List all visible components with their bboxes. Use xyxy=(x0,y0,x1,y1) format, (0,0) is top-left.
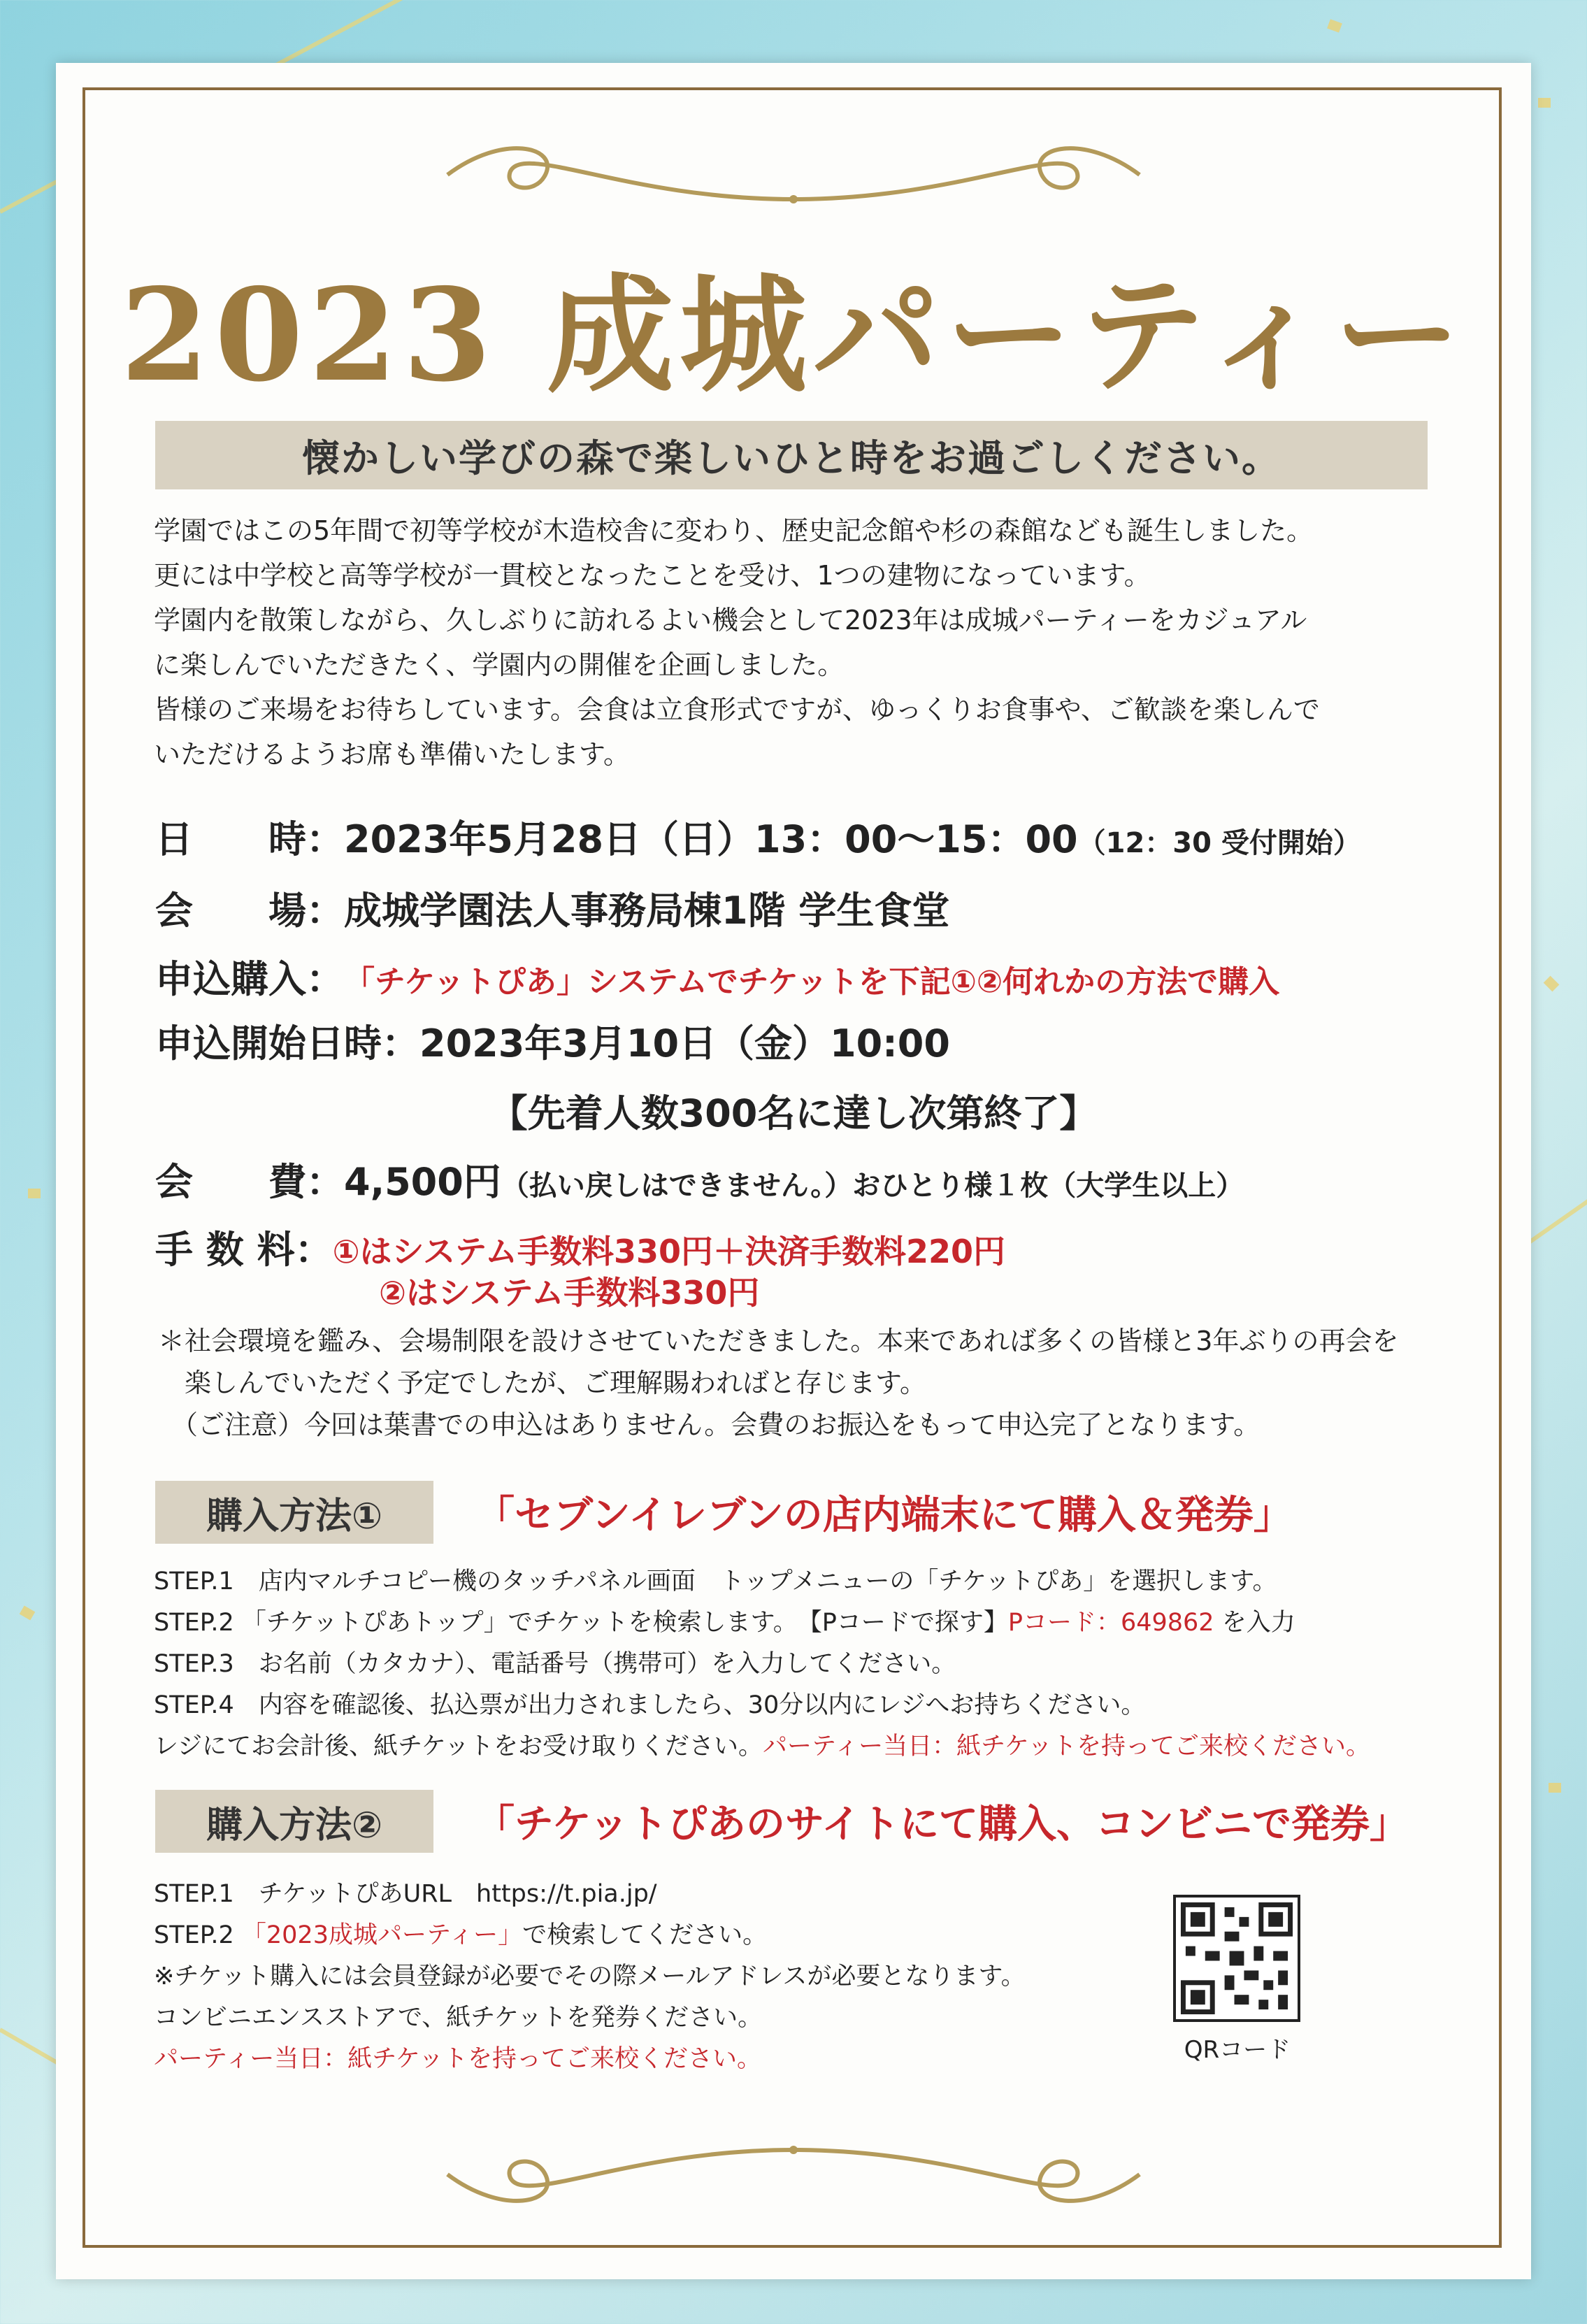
date-row xyxy=(155,810,1361,863)
start-row xyxy=(155,1014,950,1068)
apply-value: 「チケットぴあ」システムでチケットを下記①②何れかの方法で購入 xyxy=(344,964,1280,1000)
confetti xyxy=(1327,19,1342,32)
confetti xyxy=(1544,976,1560,992)
fee-row xyxy=(155,1152,1244,1206)
page-title: 2023 成城パーティー xyxy=(120,260,1467,410)
confetti xyxy=(1549,1783,1561,1793)
venue-value: 成城学園法人事務局棟1階 学生食堂 xyxy=(344,889,950,933)
method2-line3: ※チケット購入には会員登録が必要でその際メールアドレスが必要となります。 xyxy=(154,1963,1026,1991)
bottom-flourish-ornament xyxy=(419,2139,1168,2216)
method1-steps xyxy=(154,1561,1370,1767)
fee-note: （払い戻しはできません。）おひとり様１枚（大学生以上） xyxy=(501,1170,1244,1202)
qr-code-icon xyxy=(1173,1895,1300,2022)
confetti xyxy=(20,1605,36,1620)
confetti xyxy=(1538,98,1551,108)
commission-row-2 xyxy=(379,1268,759,1314)
method2-step1: STEP.1 チケットぴあURL https://t.pia.jp/ xyxy=(154,1880,657,1908)
confetti xyxy=(28,1189,41,1198)
limit-text: 【先着人数300名に達し次第終了】 xyxy=(489,1091,1098,1135)
method2-step2: STEP.2 「2023成城パーティー」で検索してください。 xyxy=(154,1921,768,1949)
apply-row xyxy=(155,949,1279,1003)
date-note: （12：30 受付開始） xyxy=(1077,827,1361,859)
pcode: Pコード：649862 xyxy=(1007,1609,1214,1637)
venue-row xyxy=(155,881,949,935)
intro-line: 学園ではこの5年間で初等学校が木造校舎に変わり、歴史記念館や杉の森館なども誕生しました。 xyxy=(154,515,1314,546)
search-keyword: 「2023成城パーティー」 xyxy=(241,1921,523,1949)
qr-label: QRコード xyxy=(1184,2036,1291,2064)
fee-value: 4,500円 xyxy=(344,1160,501,1204)
top-flourish-ornament xyxy=(419,133,1168,210)
intro-text xyxy=(154,508,1447,777)
intro-line: 更には中学校と高等学校が一貫校となったことを受け、1つの建物になっています。 xyxy=(154,560,1151,591)
intro-line: いただけるようお席も準備いたします。 xyxy=(154,739,630,770)
method2-reminder: パーティー当日：紙チケットを持ってご来校ください。 xyxy=(154,2045,762,2073)
date-value: 2023年5月28日（日）13：00〜15：00 xyxy=(344,817,1078,861)
venue-label: 会 場： xyxy=(155,889,344,933)
note-line: 楽しんでいただく予定でしたが、ご理解賜わればと存じます。 xyxy=(158,1368,926,1398)
date-label: 日 時： xyxy=(155,817,344,861)
method2-tag: 購入方法② xyxy=(155,1790,433,1853)
fee-label: 会 費： xyxy=(155,1160,344,1204)
intro-line: に楽しんでいただきたく、学園内の開催を企画しました。 xyxy=(154,650,845,680)
start-value: 2023年3月10日（金）10:00 xyxy=(419,1021,950,1066)
intro-line: 学園内を散策しながら、久しぶりに訪れるよい機会として2023年は成城パーティーをカジュアル xyxy=(154,605,1307,636)
method2-steps xyxy=(154,1874,1026,2080)
method1-step4: STEP.4 内容を確認後、払込票が出力されましたら、30分以内にレジへお持ちください。 xyxy=(154,1691,1146,1719)
method1-reminder: パーティー当日：紙チケットを持ってご来校ください。 xyxy=(762,1733,1371,1760)
commission-label: 手 数 料： xyxy=(155,1228,333,1272)
commission-1: ①はシステム手数料330円＋決済手数料220円 xyxy=(332,1233,1005,1270)
method1-tag: 購入方法① xyxy=(155,1481,433,1544)
commission-row xyxy=(155,1220,1005,1274)
method2-line4: コンビニエンスストアで、紙チケットを発券ください。 xyxy=(154,2004,763,2032)
method1-header xyxy=(155,1481,1293,1544)
method2-header xyxy=(155,1790,1409,1853)
apply-label: 申込購入： xyxy=(155,957,344,1001)
method2-heading: 「チケットぴあのサイトにて購入、コンビニで発券」 xyxy=(475,1802,1409,1847)
notes xyxy=(158,1320,1430,1446)
method1-heading: 「セブンイレブンの店内端末にて購入＆発券」 xyxy=(475,1493,1293,1538)
method1-step2: STEP.2 「チケットぴあトップ」でチケットを検索します。 【Pコードで探す】Pコード：649862 を入力 xyxy=(154,1609,1295,1637)
note-line: （ご注意）今回は葉書での申込はありません。会費のお振込をもって申込完了となります。 xyxy=(158,1410,1261,1440)
subtitle-banner xyxy=(155,421,1428,489)
note-line: ＊社会環境を鑑み、会場制限を設けさせていただきました。本来であれば多くの皆様と3年ぶりの再会を xyxy=(158,1326,1399,1356)
method1-step1: STEP.1 店内マルチコピー機のタッチパネル画面 トップメニューの「チケットぴあ」を選択します。 xyxy=(154,1568,1277,1595)
method1-step3: STEP.3 お名前（カタカナ）、電話番号（携帯可）を入力してください。 xyxy=(154,1650,956,1678)
subtitle: 懐かしい学びの森で楽しいひと時をお過ごしください。 xyxy=(302,436,1281,480)
method1-step5: レジにてお会計後、紙チケットをお受け取りください。パーティー当日：紙チケットを持ってご来校ください。 xyxy=(154,1733,1371,1760)
commission-2: ②はシステム手数料330円 xyxy=(379,1274,760,1312)
start-label: 申込開始日時： xyxy=(155,1021,419,1066)
intro-line: 皆様のご来場をお待ちしています。会食は立食形式ですが、ゆっくりお食事や、ご歓談を楽しんで xyxy=(154,694,1320,725)
limit-row xyxy=(0,1084,1587,1138)
